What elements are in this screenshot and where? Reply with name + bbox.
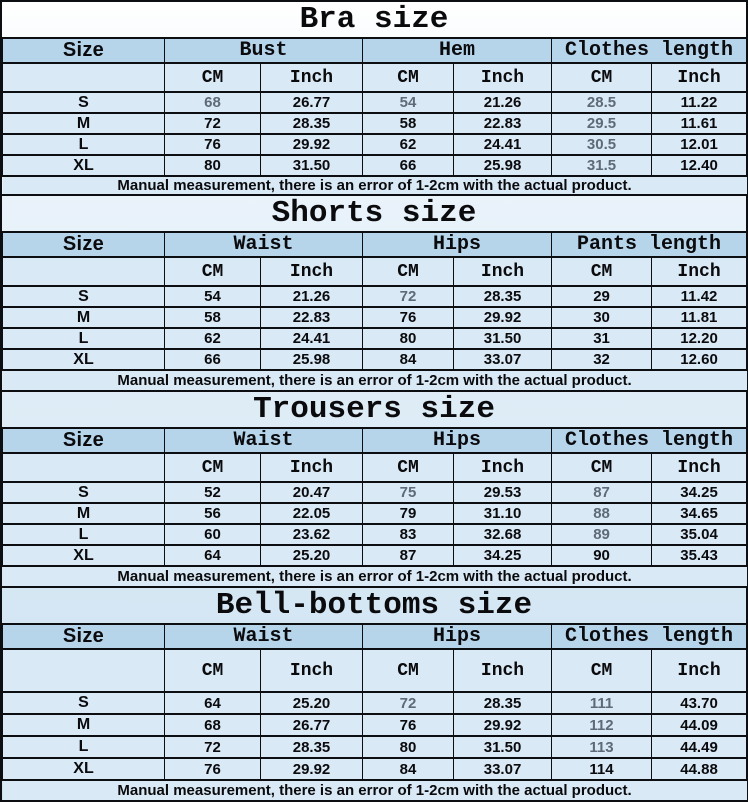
cell-hips-cm: 79 — [363, 503, 454, 524]
cell-clothes-length-inch: 35.04 — [652, 524, 747, 545]
size-table-grid — [2, 427, 747, 586]
cell-waist-inch: 28.35 — [261, 736, 363, 758]
unit-header-cm: CM — [363, 649, 454, 692]
cell-waist-cm: 72 — [165, 736, 261, 758]
unit-header-row — [3, 453, 747, 482]
cell-bust-inch: 31.50 — [261, 155, 363, 176]
cell-clothes-length-inch: 44.09 — [652, 714, 747, 736]
cell-clothes-length-cm: 113 — [552, 736, 652, 758]
unit-header-cm: CM — [363, 63, 454, 92]
cell-clothes-length-cm: 88 — [552, 503, 652, 524]
row-size-label: XL — [3, 758, 165, 780]
cell-waist-cm: 56 — [165, 503, 261, 524]
unit-header-inch: Inch — [652, 649, 747, 692]
size-column-header: Size — [3, 624, 165, 649]
cell-waist-inch: 23.62 — [261, 524, 363, 545]
group-header-hips: Hips — [363, 624, 552, 649]
cell-hips-inch: 31.50 — [454, 328, 552, 349]
cell-hips-inch: 28.35 — [454, 286, 552, 307]
cell-clothes-length-inch: 34.65 — [652, 503, 747, 524]
cell-waist-cm: 66 — [165, 349, 261, 370]
group-header-waist: Waist — [165, 624, 363, 649]
unit-blank-cell — [3, 63, 165, 92]
unit-header-cm: CM — [165, 63, 261, 92]
unit-blank-cell — [3, 257, 165, 286]
cell-bust-inch: 26.77 — [261, 92, 363, 113]
cell-clothes-length-cm: 89 — [552, 524, 652, 545]
cell-waist-inch: 20.47 — [261, 482, 363, 503]
cell-pants-length-inch: 11.81 — [652, 307, 747, 328]
cell-hips-cm: 76 — [363, 307, 454, 328]
row-size-label: XL — [3, 155, 165, 176]
cell-hips-inch: 28.35 — [454, 692, 552, 714]
cell-hips-cm: 84 — [363, 758, 454, 780]
unit-header-cm: CM — [552, 63, 652, 92]
cell-hips-cm: 72 — [363, 286, 454, 307]
table-row — [3, 155, 747, 176]
cell-hips-inch: 31.10 — [454, 503, 552, 524]
unit-header-cm: CM — [363, 453, 454, 482]
cell-waist-cm: 76 — [165, 758, 261, 780]
cell-clothes-length-inch: 11.22 — [652, 92, 747, 113]
table-row — [3, 714, 747, 736]
group-header-bust: Bust — [165, 38, 363, 63]
unit-header-inch: Inch — [454, 63, 552, 92]
unit-header-inch: Inch — [652, 453, 747, 482]
measurement-note: Manual measurement, there is an error of 1-2cm with the actual product. — [3, 370, 747, 390]
group-header-waist: Waist — [165, 232, 363, 257]
group-header-pants-length: Pants length — [552, 232, 747, 257]
cell-clothes-length-inch: 44.49 — [652, 736, 747, 758]
row-size-label: S — [3, 482, 165, 503]
table-row — [3, 503, 747, 524]
cell-hips-inch: 29.92 — [454, 714, 552, 736]
cell-hips-inch: 32.68 — [454, 524, 552, 545]
cell-waist-inch: 21.26 — [261, 286, 363, 307]
group-header-row — [3, 38, 747, 63]
group-header-row — [3, 232, 747, 257]
cell-bust-cm: 68 — [165, 92, 261, 113]
unit-header-cm: CM — [552, 649, 652, 692]
cell-bust-cm: 76 — [165, 134, 261, 155]
row-size-label: L — [3, 134, 165, 155]
cell-pants-length-cm: 30 — [552, 307, 652, 328]
cell-hem-cm: 54 — [363, 92, 454, 113]
group-header-hem: Hem — [363, 38, 552, 63]
cell-clothes-length-cm: 31.5 — [552, 155, 652, 176]
cell-clothes-length-inch: 44.88 — [652, 758, 747, 780]
unit-header-inch: Inch — [652, 257, 747, 286]
cell-hem-cm: 58 — [363, 113, 454, 134]
cell-waist-cm: 58 — [165, 307, 261, 328]
measurement-note: Manual measurement, there is an error of 1-2cm with the actual product. — [3, 176, 747, 194]
cell-clothes-length-cm: 30.5 — [552, 134, 652, 155]
table-title: Shorts size — [271, 196, 477, 231]
group-header-row — [3, 624, 747, 649]
group-header-hips: Hips — [363, 232, 552, 257]
cell-hem-cm: 62 — [363, 134, 454, 155]
size-column-header: Size — [3, 428, 165, 453]
cell-waist-cm: 68 — [165, 714, 261, 736]
unit-header-cm: CM — [165, 257, 261, 286]
cell-clothes-length-inch: 34.25 — [652, 482, 747, 503]
cell-clothes-length-cm: 28.5 — [552, 92, 652, 113]
group-header-clothes-length: Clothes length — [552, 38, 747, 63]
row-size-label: S — [3, 286, 165, 307]
table-row — [3, 113, 747, 134]
row-size-label: XL — [3, 545, 165, 566]
cell-bust-cm: 80 — [165, 155, 261, 176]
cell-hips-cm: 76 — [363, 714, 454, 736]
size-table-grid — [2, 623, 747, 800]
table-row — [3, 349, 747, 370]
cell-waist-cm: 62 — [165, 328, 261, 349]
measurement-note: Manual measurement, there is an error of 1-2cm with the actual product. — [3, 780, 747, 800]
cell-hips-inch: 29.92 — [454, 307, 552, 328]
unit-header-row — [3, 63, 747, 92]
group-header-clothes-length: Clothes length — [552, 624, 747, 649]
table-row — [3, 692, 747, 714]
row-size-label: L — [3, 328, 165, 349]
unit-header-cm: CM — [165, 649, 261, 692]
cell-waist-cm: 52 — [165, 482, 261, 503]
table-title: Bra size — [299, 2, 449, 37]
cell-hips-inch: 34.25 — [454, 545, 552, 566]
cell-hem-inch: 21.26 — [454, 92, 552, 113]
cell-clothes-length-inch: 43.70 — [652, 692, 747, 714]
cell-pants-length-inch: 12.20 — [652, 328, 747, 349]
cell-bust-inch: 29.92 — [261, 134, 363, 155]
cell-clothes-length-inch: 12.01 — [652, 134, 747, 155]
size-column-header: Size — [3, 38, 165, 63]
cell-waist-cm: 64 — [165, 545, 261, 566]
size-column-header: Size — [3, 232, 165, 257]
cell-pants-length-cm: 32 — [552, 349, 652, 370]
cell-waist-cm: 54 — [165, 286, 261, 307]
table-title: Trousers size — [253, 392, 495, 427]
row-size-label: L — [3, 736, 165, 758]
cell-hips-cm: 87 — [363, 545, 454, 566]
unit-header-row — [3, 257, 747, 286]
unit-header-cm: CM — [363, 257, 454, 286]
unit-header-row — [3, 649, 747, 692]
cell-bust-inch: 28.35 — [261, 113, 363, 134]
cell-pants-length-inch: 11.42 — [652, 286, 747, 307]
cell-clothes-length-inch: 35.43 — [652, 545, 747, 566]
table-row — [3, 92, 747, 113]
cell-waist-cm: 64 — [165, 692, 261, 714]
cell-hem-cm: 66 — [363, 155, 454, 176]
cell-hem-inch: 24.41 — [454, 134, 552, 155]
row-size-label: M — [3, 503, 165, 524]
cell-hips-cm: 72 — [363, 692, 454, 714]
size-table-grid — [2, 37, 747, 194]
cell-waist-cm: 60 — [165, 524, 261, 545]
cell-clothes-length-cm: 87 — [552, 482, 652, 503]
cell-clothes-length-cm: 29.5 — [552, 113, 652, 134]
row-size-label: XL — [3, 349, 165, 370]
unit-header-cm: CM — [552, 453, 652, 482]
cell-clothes-length-cm: 114 — [552, 758, 652, 780]
size-table-bra-size — [0, 0, 748, 196]
size-table-grid — [2, 231, 747, 390]
table-row — [3, 482, 747, 503]
cell-hem-inch: 25.98 — [454, 155, 552, 176]
table-row — [3, 328, 747, 349]
group-header-row — [3, 428, 747, 453]
cell-clothes-length-cm: 90 — [552, 545, 652, 566]
cell-clothes-length-inch: 12.40 — [652, 155, 747, 176]
cell-pants-length-cm: 29 — [552, 286, 652, 307]
unit-header-inch: Inch — [261, 63, 363, 92]
cell-hips-cm: 80 — [363, 736, 454, 758]
cell-hips-cm: 75 — [363, 482, 454, 503]
table-row — [3, 307, 747, 328]
table-row — [3, 286, 747, 307]
unit-header-inch: Inch — [454, 649, 552, 692]
unit-header-cm: CM — [552, 257, 652, 286]
table-row — [3, 736, 747, 758]
unit-header-inch: Inch — [261, 453, 363, 482]
cell-hem-inch: 22.83 — [454, 113, 552, 134]
table-row — [3, 524, 747, 545]
cell-pants-length-inch: 12.60 — [652, 349, 747, 370]
cell-waist-inch: 22.83 — [261, 307, 363, 328]
row-size-label: L — [3, 524, 165, 545]
cell-waist-inch: 25.20 — [261, 692, 363, 714]
cell-hips-inch: 31.50 — [454, 736, 552, 758]
table-row — [3, 758, 747, 780]
cell-hips-inch: 33.07 — [454, 758, 552, 780]
cell-hips-cm: 84 — [363, 349, 454, 370]
cell-clothes-length-cm: 111 — [552, 692, 652, 714]
cell-pants-length-cm: 31 — [552, 328, 652, 349]
cell-hips-cm: 83 — [363, 524, 454, 545]
cell-hips-inch: 29.53 — [454, 482, 552, 503]
size-table-shorts-size — [0, 194, 748, 392]
unit-header-inch: Inch — [454, 453, 552, 482]
cell-hips-cm: 80 — [363, 328, 454, 349]
unit-blank-cell — [3, 453, 165, 482]
cell-waist-inch: 25.20 — [261, 545, 363, 566]
note-row — [3, 780, 747, 800]
measurement-note: Manual measurement, there is an error of 1-2cm with the actual product. — [3, 566, 747, 586]
unit-header-inch: Inch — [261, 257, 363, 286]
unit-header-cm: CM — [165, 453, 261, 482]
cell-waist-inch: 24.41 — [261, 328, 363, 349]
table-title: Bell-bottoms size — [215, 588, 533, 623]
table-row — [3, 134, 747, 155]
cell-waist-inch: 25.98 — [261, 349, 363, 370]
cell-waist-inch: 22.05 — [261, 503, 363, 524]
cell-waist-inch: 29.92 — [261, 758, 363, 780]
row-size-label: M — [3, 307, 165, 328]
unit-header-inch: Inch — [652, 63, 747, 92]
size-table-bell-bottoms-size — [0, 586, 748, 802]
note-row — [3, 370, 747, 390]
cell-bust-cm: 72 — [165, 113, 261, 134]
cell-hips-inch: 33.07 — [454, 349, 552, 370]
row-size-label: M — [3, 714, 165, 736]
group-header-hips: Hips — [363, 428, 552, 453]
row-size-label: M — [3, 113, 165, 134]
cell-clothes-length-cm: 112 — [552, 714, 652, 736]
size-table-trousers-size — [0, 390, 748, 588]
unit-header-inch: Inch — [261, 649, 363, 692]
group-header-waist: Waist — [165, 428, 363, 453]
unit-header-inch: Inch — [454, 257, 552, 286]
note-row — [3, 566, 747, 586]
cell-clothes-length-inch: 11.61 — [652, 113, 747, 134]
table-row — [3, 545, 747, 566]
group-header-clothes-length: Clothes length — [552, 428, 747, 453]
row-size-label: S — [3, 92, 165, 113]
cell-waist-inch: 26.77 — [261, 714, 363, 736]
note-row — [3, 176, 747, 194]
unit-blank-cell — [3, 649, 165, 692]
row-size-label: S — [3, 692, 165, 714]
